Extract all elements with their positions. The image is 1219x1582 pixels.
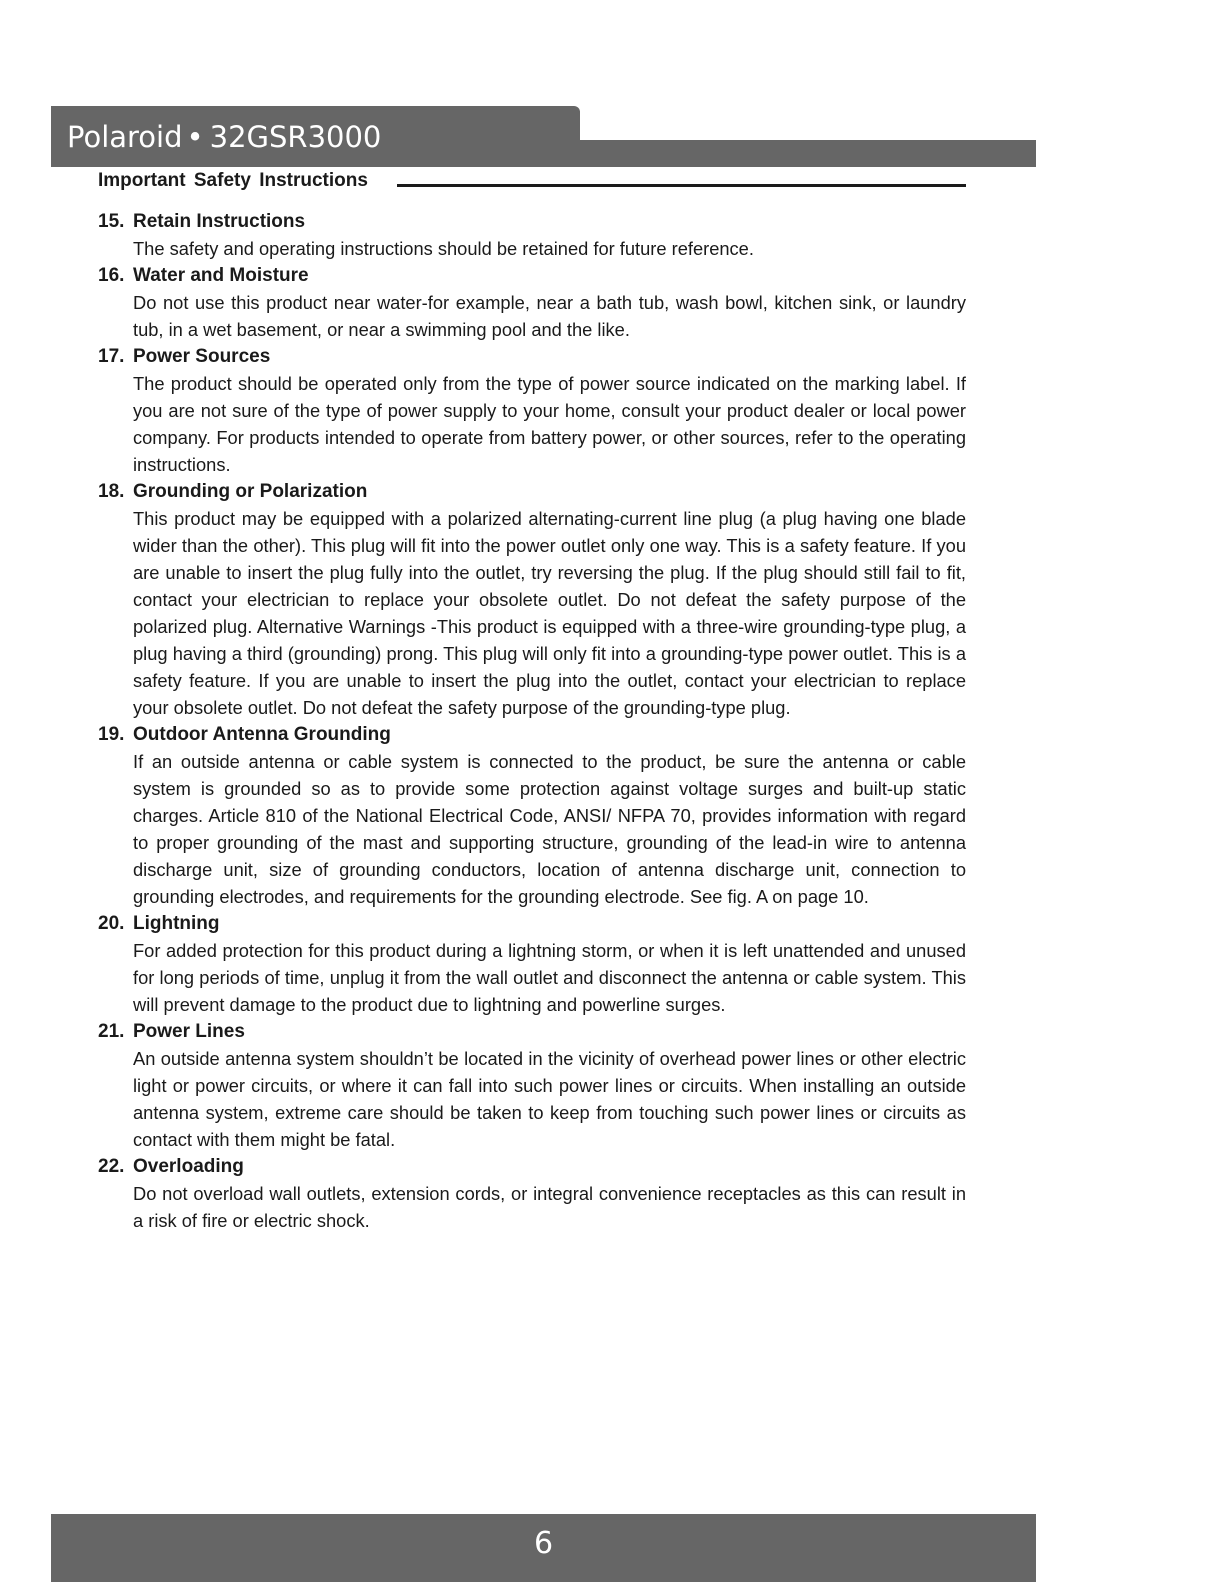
item-number: 22. xyxy=(98,1156,125,1177)
section-rule xyxy=(397,184,966,187)
page-number: 6 xyxy=(533,1526,554,1561)
item-body: This product may be equipped with a polarized alternating-current line plug (a plug having one blade wider than the other). This plug will fit into the power outlet only one way. This is a safety feature. If you are unable to insert the plug fully into the outlet, try reversing the plug. If the plug should still fail to fit, contact your electrician to replace your obsolete outlet. Do not defeat the safety purpose of the polarized plug. Alternative Warnings -This product is equipped with a three-wire grounding-type plug, a plug having a third (grounding) prong. This plug will only fit into a grounding-type power outlet. This is a safety feature. If you are unable to insert the plug into the outlet, contact your electrician to replace your obsolete outlet. Do not defeat the safety purpose of the grounding-type plug. xyxy=(133,508,966,718)
instruction-item xyxy=(98,910,966,1018)
item-title: Outdoor Antenna Grounding xyxy=(133,724,391,745)
item-title: Water and Moisture xyxy=(133,265,309,286)
item-body: Do not use this product near water-for example, near a bath tub, wash bowl, kitchen sink, or laundry tub, in a wet basement, or near a swimming pool and the like. xyxy=(133,292,966,340)
section-title: Important Safety Instructions xyxy=(98,170,368,191)
item-title: Power Sources xyxy=(133,346,271,367)
instruction-item xyxy=(98,208,966,262)
instruction-item xyxy=(98,1153,966,1234)
instruction-item xyxy=(98,262,966,343)
item-title: Retain Instructions xyxy=(133,211,306,232)
instruction-item xyxy=(98,721,966,910)
item-number: 17. xyxy=(98,346,125,367)
item-heading xyxy=(98,262,966,289)
item-title: Lightning xyxy=(133,913,220,934)
instruction-item xyxy=(98,478,966,721)
item-number: 21. xyxy=(98,1021,125,1042)
brand-separator: • xyxy=(186,120,204,154)
item-heading xyxy=(98,910,966,937)
item-body: The safety and operating instructions should be retained for future reference. xyxy=(133,238,754,259)
item-body: Do not overload wall outlets, extension cords, or integral convenience receptacles as this can result in a risk of fire or electric shock. xyxy=(133,1183,966,1231)
item-title: Grounding or Polarization xyxy=(133,481,368,502)
instruction-list xyxy=(98,208,966,1234)
item-number: 18. xyxy=(98,481,125,502)
brand-name: Polaroid xyxy=(67,120,183,154)
instruction-item xyxy=(98,1018,966,1153)
item-heading xyxy=(98,343,966,370)
instruction-item xyxy=(98,343,966,478)
item-body: If an outside antenna or cable system is connected to the product, be sure the antenna or cable system is grounded so as to provide some protection against voltage surges and built-up static charges. Article 810 of the National Electrical Code, ANSI/ NFPA 70, provides information with regard to proper grounding of the mast and supporting structure, grounding of the lead-in wire to antenna discharge unit, size of grounding conductors, location of antenna discharge unit, connection to grounding electrodes, and requirements for the grounding electrode. See fig. A on page 10. xyxy=(133,751,966,907)
item-number: 19. xyxy=(98,724,125,745)
item-heading xyxy=(98,721,966,748)
model-number: 32GSR3000 xyxy=(209,120,382,154)
item-title: Power Lines xyxy=(133,1021,245,1042)
item-number: 20. xyxy=(98,913,125,934)
item-body: An outside antenna system shouldn’t be located in the vicinity of overhead power lines or other electric light or power circuits, or where it can fall into such power lines or circuits. When installing an outside antenna system, extreme care should be taken to keep from touching such power lines or circuits as contact with them might be fatal. xyxy=(133,1048,966,1150)
item-heading xyxy=(98,1153,966,1180)
item-heading xyxy=(98,1018,966,1045)
header-brand xyxy=(67,114,381,160)
item-number: 16. xyxy=(98,265,125,286)
item-heading xyxy=(98,208,966,235)
item-body: For added protection for this product during a lightning storm, or when it is left unattended and unused for long periods of time, unplug it from the wall outlet and disconnect the antenna or cable system. This will prevent damage to the product due to lightning and powerline surges. xyxy=(133,940,966,1015)
item-title: Overloading xyxy=(133,1156,244,1177)
footer-bar xyxy=(51,1514,1036,1582)
item-number: 15. xyxy=(98,211,125,232)
item-heading xyxy=(98,478,966,505)
item-body: The product should be operated only from the type of power source indicated on the marking label. If you are not sure of the type of power supply to your home, consult your product dealer or local power company. For products intended to operate from battery power, or other sources, refer to the operating instructions. xyxy=(133,373,966,475)
